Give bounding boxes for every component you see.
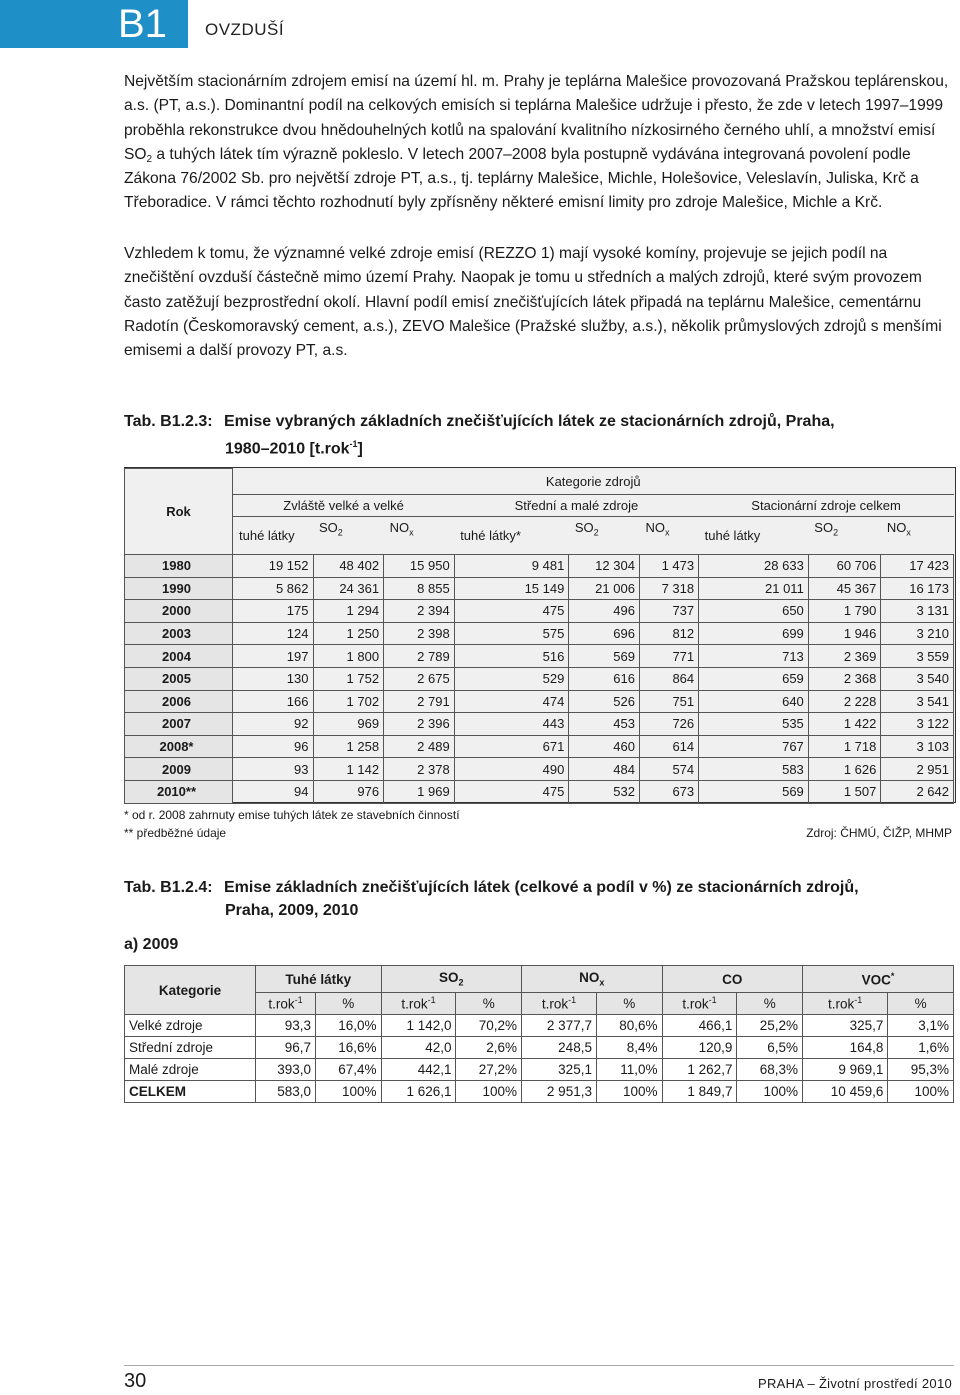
table1-value-cell: 1 422	[808, 713, 881, 736]
table1-value-cell: 28 633	[699, 555, 809, 578]
footer-title: PRAHA – Životní prostředí 2010	[758, 1376, 952, 1391]
table2-value-cell: 27,2%	[456, 1059, 522, 1081]
table1-group-2: Střední a malé zdroje	[454, 495, 698, 517]
table1-value-cell: 532	[569, 780, 640, 803]
table1-value-cell: 166	[233, 690, 314, 713]
table1-value-cell: 1 250	[313, 622, 384, 645]
table1-col-tuhe-2: tuhé látky*	[454, 517, 569, 555]
unit-sup: -1	[854, 995, 863, 1006]
table1-year-cell: 1980	[125, 555, 233, 578]
unit-label: t.rok	[828, 996, 855, 1012]
table1-row	[125, 713, 954, 736]
table1-value-cell: 713	[699, 645, 809, 668]
table1-value-cell: 2 394	[384, 600, 455, 623]
table1-value-cell: 614	[639, 735, 698, 758]
table1-value-cell: 3 540	[881, 667, 954, 690]
table1-value-cell: 5 862	[233, 577, 314, 600]
table1-value-cell: 19 152	[233, 555, 314, 578]
table2-value-cell: 10 459,6	[803, 1081, 888, 1103]
table2-value-cell: 248,5	[522, 1037, 597, 1059]
table1-value-cell: 21 011	[699, 577, 809, 600]
table1-kategorie-header: Kategorie zdrojů	[233, 469, 954, 495]
table1-value-cell: 812	[639, 622, 698, 645]
table1-value-cell: 92	[233, 713, 314, 736]
table1-value-cell: 460	[569, 735, 640, 758]
table1-value-cell: 15 950	[384, 555, 455, 578]
table1-year-cell: 2010**	[125, 780, 233, 803]
table1-value-cell: 1 969	[384, 780, 455, 803]
table2-value-cell: 1 849,7	[662, 1081, 737, 1103]
table2-value-cell: 96,7	[256, 1037, 316, 1059]
table1	[124, 468, 954, 804]
unit-label: t.rok	[682, 996, 709, 1012]
table2-value-cell: 442,1	[381, 1059, 456, 1081]
table2-value-cell: 1,6%	[888, 1037, 954, 1059]
table1-row	[125, 780, 954, 803]
table1-value-cell: 650	[699, 600, 809, 623]
table2-pollutant-nox	[522, 966, 662, 993]
table2-value-cell: 1 262,7	[662, 1059, 737, 1081]
no-label: NO	[645, 520, 665, 535]
so-sub: 2	[593, 527, 599, 538]
table1-value-cell: 9 481	[454, 555, 569, 578]
table2-value-cell: 466,1	[662, 1015, 737, 1037]
table2-unit-cell	[381, 993, 456, 1015]
unit-label: t.rok	[268, 996, 295, 1012]
table2-pct-cell: %	[737, 993, 803, 1015]
table1-group-1: Zvláště velké a velké	[233, 495, 455, 517]
table2-unit-cell	[803, 993, 888, 1015]
table2-value-cell: 25,2%	[737, 1015, 803, 1037]
table1-value-cell: 48 402	[313, 555, 384, 578]
table2-body	[125, 1015, 954, 1103]
table2-pct-cell: %	[316, 993, 382, 1015]
table1-value-cell: 1 507	[808, 780, 881, 803]
table1-value-cell: 475	[454, 600, 569, 623]
table2-pollutant-tuhe: Tuhé látky	[256, 966, 382, 993]
table1-row	[125, 690, 954, 713]
table2-category-cell: Velké zdroje	[125, 1015, 256, 1037]
table1-value-cell: 45 367	[808, 577, 881, 600]
table1-year-cell: 2007	[125, 713, 233, 736]
table2-value-cell: 164,8	[803, 1037, 888, 1059]
table1-value-cell: 2 398	[384, 622, 455, 645]
table1-value-cell: 2 642	[881, 780, 954, 803]
table1-value-cell: 15 149	[454, 577, 569, 600]
so-sub: 2	[458, 977, 464, 988]
table1-value-cell: 130	[233, 667, 314, 690]
table1-value-cell: 2 791	[384, 690, 455, 713]
page-number: 30	[124, 1370, 147, 1392]
table2-value-cell: 16,6%	[316, 1037, 382, 1059]
table2-unit-cell	[522, 993, 597, 1015]
table1-year-cell: 2004	[125, 645, 233, 668]
table1-value-cell: 2 675	[384, 667, 455, 690]
table1-value-cell: 696	[569, 622, 640, 645]
paragraph-1-text-b: a tuhých látek tím výrazně pokleslo. V letech 2007–2008 byla postupně vydávána integrovaná povolení podle Zákona 76/2002 Sb. pro největší zdroje PT, a.s., tj. teplárny Malešice, Michle, Holešovice, Veleslavín, Juliska, Krč a Třeboradice. V rámci těchto rozhodnutí byly zpřísněny některé emisní limity pro zdroje Malešice, Michle a Krč.	[124, 145, 919, 212]
paragraph-2: Vzhledem k tomu, že významné velké zdroje emisí (REZZO 1) mají vysoké komíny, projevuje se jejich podíl na znečištění ovzduší částečně mimo území Prahy. Naopak je tomu u středních a malých zdrojů, které svým provozem často zatěžují bezprostřední okolí. Hlavní podíl emisí znečišťujících látek připadá na teplárnu Malešice, cementárnu Radotín (Českomoravský cement, a.s.), ZEVO Malešice (Pražské služby, a.s.), několik průmyslových zdrojů s menšími emisemi a další provozy PT, a.s.	[124, 245, 942, 360]
table1-value-cell: 737	[639, 600, 698, 623]
table1-value-cell: 699	[699, 622, 809, 645]
table1-value-cell: 1 258	[313, 735, 384, 758]
table1-value-cell: 616	[569, 667, 640, 690]
table1-value-cell: 2 378	[384, 758, 455, 781]
table1-value-cell: 21 006	[569, 577, 640, 600]
table2-pct-cell: %	[596, 993, 662, 1015]
table1-col-nox-1	[384, 517, 455, 555]
table1-value-cell: 575	[454, 622, 569, 645]
table1-value-cell: 574	[639, 758, 698, 781]
table2-row	[125, 1081, 954, 1103]
table1-row	[125, 735, 954, 758]
table1-value-cell: 124	[233, 622, 314, 645]
table1-rok-header: Rok	[125, 469, 233, 555]
table2-unit-cell	[662, 993, 737, 1015]
table1-value-cell: 3 103	[881, 735, 954, 758]
no-sub: x	[906, 527, 911, 538]
table2-value-cell: 3,1%	[888, 1015, 954, 1037]
no-sub: x	[599, 977, 605, 988]
table2-value-cell: 325,7	[803, 1015, 888, 1037]
table1-value-cell: 2 369	[808, 645, 881, 668]
table2-value-cell: 100%	[737, 1081, 803, 1103]
voc-label: VOC	[861, 972, 891, 988]
no-sub: x	[409, 527, 414, 538]
table1-value-cell: 3 559	[881, 645, 954, 668]
table1-value-cell: 2 368	[808, 667, 881, 690]
table2-value-cell: 325,1	[522, 1059, 597, 1081]
table1-note-1: * od r. 2008 zahrnuty emise tuhých látek ze stavebních činností	[124, 808, 460, 822]
paragraph-1	[124, 70, 952, 216]
table1-value-cell: 659	[699, 667, 809, 690]
table1-value-cell: 8 855	[384, 577, 455, 600]
table1-value-cell: 535	[699, 713, 809, 736]
table2-value-cell: 393,0	[256, 1059, 316, 1081]
table1-source: Zdroj: ČHMÚ, ČIŽP, MHMP	[806, 826, 952, 840]
table1-value-cell: 2 396	[384, 713, 455, 736]
table1-value-cell: 751	[639, 690, 698, 713]
table1-value-cell: 2 489	[384, 735, 455, 758]
table1-value-cell: 175	[233, 600, 314, 623]
table2-title-line1: Emise základních znečišťujících látek (celkové a podíl v %) ze stacionárních zdrojů,	[224, 879, 859, 896]
table2-category-cell: CELKEM	[125, 1081, 256, 1103]
unit-sup: -1	[568, 995, 577, 1006]
table1-value-cell: 2 228	[808, 690, 881, 713]
table1-value-cell: 569	[569, 645, 640, 668]
voc-sup: *	[890, 970, 895, 981]
so2-subscript: 2	[146, 153, 153, 165]
so-label: SO	[574, 520, 594, 535]
table1-year-cell: 2009	[125, 758, 233, 781]
table1-col-nox-3	[881, 517, 954, 555]
table1-value-cell: 24 361	[313, 577, 384, 600]
table2-value-cell: 2,6%	[456, 1037, 522, 1059]
no-label: NO	[389, 520, 410, 535]
table1-value-cell: 864	[639, 667, 698, 690]
table1-value-cell: 1 752	[313, 667, 384, 690]
table1-row	[125, 555, 954, 578]
chapter-title: OVZDUŠÍ	[205, 20, 285, 39]
table1-value-cell: 496	[569, 600, 640, 623]
table1-year-cell: 2003	[125, 622, 233, 645]
table2-value-cell: 93,3	[256, 1015, 316, 1037]
table2-value-cell: 95,3%	[888, 1059, 954, 1081]
table1-value-cell: 484	[569, 758, 640, 781]
table1-value-cell: 569	[699, 780, 809, 803]
table1-title-line2	[124, 433, 954, 460]
table2-pollutant-so2	[381, 966, 521, 993]
table1-value-cell: 726	[639, 713, 698, 736]
table1-year-cell: 2005	[125, 667, 233, 690]
table2-category-cell: Malé zdroje	[125, 1059, 256, 1081]
table1-value-cell: 976	[313, 780, 384, 803]
table1-value-cell: 671	[454, 735, 569, 758]
table1-value-cell: 3 541	[881, 690, 954, 713]
table2-value-cell: 100%	[596, 1081, 662, 1103]
table2-value-cell: 80,6%	[596, 1015, 662, 1037]
table2-kategorie-header: Kategorie	[125, 966, 256, 1015]
chapter-badge: B1	[0, 0, 188, 48]
table1-value-cell: 60 706	[808, 555, 881, 578]
so-label: SO	[319, 520, 338, 535]
table1-value-cell: 17 423	[881, 555, 954, 578]
table1-value-cell: 1 702	[313, 690, 384, 713]
table1-row	[125, 645, 954, 668]
table1-value-cell: 673	[639, 780, 698, 803]
table1-value-cell: 516	[454, 645, 569, 668]
table1-value-cell: 1 800	[313, 645, 384, 668]
table1-row	[125, 577, 954, 600]
unit-label: t.rok	[401, 996, 428, 1012]
table2-pct-cell: %	[888, 993, 954, 1015]
table1-value-cell: 1 294	[313, 600, 384, 623]
no-label: NO	[886, 520, 907, 535]
table1-title-sup: -1	[349, 439, 358, 449]
table1-row	[125, 758, 954, 781]
table1-value-cell: 475	[454, 780, 569, 803]
table1-value-cell: 474	[454, 690, 569, 713]
no-label: NO	[579, 970, 600, 986]
table2-pct-cell: %	[456, 993, 522, 1015]
table1-year-cell: 2008*	[125, 735, 233, 758]
unit-sup: -1	[708, 995, 717, 1006]
table1-year-cell: 2000	[125, 600, 233, 623]
paragraph-1-text-a: Největším stacionárním zdrojem emisí na území hl. m. Prahy je teplárna Malešice provozovaná Pražskou teplárenskou, a.s. (PT, a.s.). Dominantní podíl na celkových emisích si teplárna Malešice udržuje i přesto, že zde v letech 1997–1999 proběhla rekonstrukce dvou hnědouhelných kotlů na spalování kvalitního nízkosirného černého uhlí, a množství emisí SO	[124, 73, 949, 163]
table1-row	[125, 622, 954, 645]
table2-value-cell: 1 142,0	[381, 1015, 456, 1037]
table1-value-cell: 3 122	[881, 713, 954, 736]
table2-value-cell: 70,2%	[456, 1015, 522, 1037]
table1-value-cell: 453	[569, 713, 640, 736]
table2-value-cell: 2 377,7	[522, 1015, 597, 1037]
table2-value-cell: 6,5%	[737, 1037, 803, 1059]
table1-col-so2-2	[569, 517, 640, 555]
table1-note-2: ** předběžné údaje	[124, 826, 227, 840]
table1-value-cell: 96	[233, 735, 314, 758]
table1-value-cell: 1 790	[808, 600, 881, 623]
table1-group-3: Stacionární zdroje celkem	[699, 495, 954, 517]
table2	[124, 965, 954, 1103]
table1-value-cell: 93	[233, 758, 314, 781]
table1-year-cell: 1990	[125, 577, 233, 600]
table2-value-cell: 16,0%	[316, 1015, 382, 1037]
table1-value-cell: 2 789	[384, 645, 455, 668]
table1-value-cell: 7 318	[639, 577, 698, 600]
table1-col-nox-2	[639, 517, 698, 555]
table1-value-cell: 2 951	[881, 758, 954, 781]
so-sub: 2	[833, 527, 839, 538]
table1-title-line1: Emise vybraných základních znečišťujících látek ze stacionárních zdrojů, Praha,	[224, 413, 835, 430]
unit-label: t.rok	[541, 996, 569, 1012]
table1-title-line2-text: 1980–2010 [t.rok	[225, 440, 350, 458]
table1-row	[125, 667, 954, 690]
table1-value-cell: 640	[699, 690, 809, 713]
table1-year-cell: 2006	[125, 690, 233, 713]
table2-title	[124, 876, 954, 922]
table2-row	[125, 1037, 954, 1059]
table2-value-cell: 2 951,3	[522, 1081, 597, 1103]
table2-label: Tab. B1.2.4:	[124, 879, 213, 896]
table1-title	[124, 410, 954, 460]
table2-value-cell: 100%	[456, 1081, 522, 1103]
table1-value-cell: 1 473	[639, 555, 698, 578]
table1-value-cell: 490	[454, 758, 569, 781]
table1-value-cell: 16 173	[881, 577, 954, 600]
table2-value-cell: 68,3%	[737, 1059, 803, 1081]
table1-value-cell: 3 210	[881, 622, 954, 645]
table1-col-so2-1	[313, 517, 384, 555]
table1-title-end: ]	[357, 440, 363, 458]
so-label: SO	[814, 520, 834, 535]
table2-value-cell: 120,9	[662, 1037, 737, 1059]
table2-value-cell: 8,4%	[596, 1037, 662, 1059]
so-sub: 2	[337, 527, 343, 538]
unit-sup: -1	[294, 995, 303, 1006]
table2-pollutant-co: CO	[662, 966, 802, 993]
table1-value-cell: 3 131	[881, 600, 954, 623]
table1-value-cell: 94	[233, 780, 314, 803]
table1-value-cell: 1 142	[313, 758, 384, 781]
table1-value-cell: 1 946	[808, 622, 881, 645]
table1-value-cell: 1 718	[808, 735, 881, 758]
table1-col-tuhe-3: tuhé látky	[699, 517, 809, 555]
table2-value-cell: 67,4%	[316, 1059, 382, 1081]
table1-body	[125, 555, 954, 804]
table2-value-cell: 583,0	[256, 1081, 316, 1103]
table1-value-cell: 771	[639, 645, 698, 668]
table1-value-cell: 529	[454, 667, 569, 690]
table2-row	[125, 1015, 954, 1037]
table1-col-tuhe-1: tuhé látky	[233, 517, 314, 555]
table2-value-cell: 1 626,1	[381, 1081, 456, 1103]
no-sub: x	[664, 527, 670, 538]
table2-value-cell: 100%	[316, 1081, 382, 1103]
table2-value-cell: 11,0%	[596, 1059, 662, 1081]
table1-value-cell: 12 304	[569, 555, 640, 578]
table1-value-cell: 969	[313, 713, 384, 736]
table1-row	[125, 600, 954, 623]
table1-value-cell: 197	[233, 645, 314, 668]
so-label: SO	[439, 970, 459, 986]
table2-value-cell: 42,0	[381, 1037, 456, 1059]
table1-label: Tab. B1.2.3:	[124, 413, 213, 430]
table2-title-line2: Praha, 2009, 2010	[225, 902, 359, 919]
unit-sup: -1	[427, 995, 436, 1006]
table1-value-cell: 1 626	[808, 758, 881, 781]
table2-pollutant-voc	[803, 966, 954, 993]
table1-value-cell: 443	[454, 713, 569, 736]
table1-value-cell: 583	[699, 758, 809, 781]
table1-value-cell: 526	[569, 690, 640, 713]
table2-row	[125, 1059, 954, 1081]
table2-value-cell: 100%	[888, 1081, 954, 1103]
table2-unit-cell	[256, 993, 316, 1015]
footer-divider	[124, 1365, 954, 1366]
table2-category-cell: Střední zdroje	[125, 1037, 256, 1059]
table1-col-so2-3	[808, 517, 881, 555]
table1-value-cell: 767	[699, 735, 809, 758]
table2-value-cell: 9 969,1	[803, 1059, 888, 1081]
table2-subtitle: a) 2009	[124, 936, 179, 953]
